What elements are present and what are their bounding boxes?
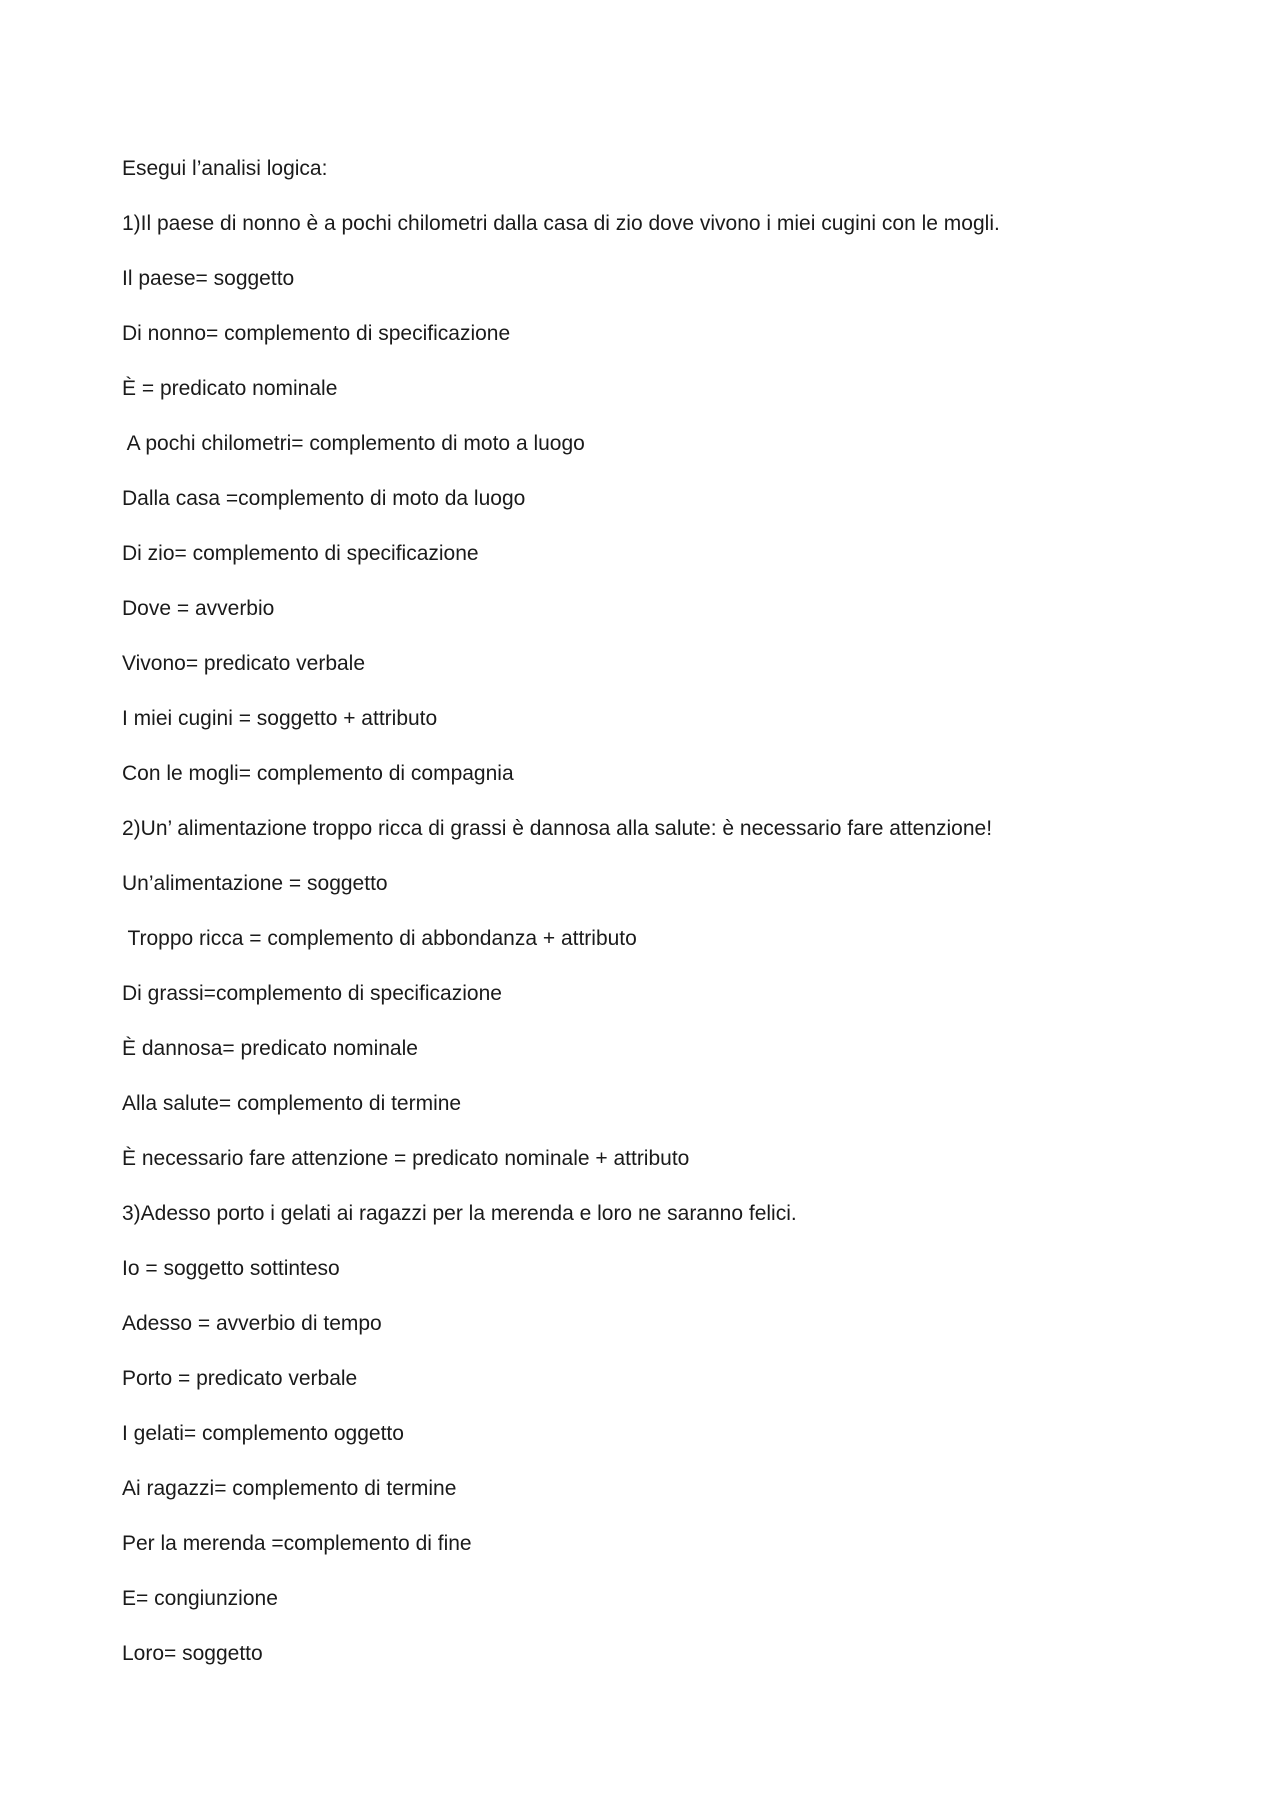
- analysis-line: Dalla casa =complemento di moto da luogo: [122, 487, 526, 510]
- analysis-line: Troppo ricca = complemento di abbondanza + attributo: [122, 927, 637, 950]
- analysis-line: Io = soggetto sottinteso: [122, 1257, 340, 1280]
- analysis-line: Il paese= soggetto: [122, 267, 295, 290]
- analysis-line: Per la merenda =complemento di fine: [122, 1532, 472, 1555]
- analysis-line: Di nonno= complemento di specificazione: [122, 322, 511, 345]
- analysis-line: Porto = predicato verbale: [122, 1367, 358, 1390]
- exercise-instruction: Esegui l’analisi logica:: [122, 157, 328, 180]
- sentence-2: 2)Un’ alimentazione troppo ricca di grassi è dannosa alla salute: è necessario fare attenzione!: [122, 817, 993, 840]
- analysis-line: Di zio= complemento di specificazione: [122, 542, 479, 565]
- sentence-1: 1)Il paese di nonno è a pochi chilometri dalla casa di zio dove vivono i miei cugini con le mogli.: [122, 212, 1000, 235]
- analysis-line: Loro= soggetto: [122, 1642, 263, 1665]
- analysis-line: Vivono= predicato verbale: [122, 652, 366, 675]
- analysis-line: I miei cugini = soggetto + attributo: [122, 707, 438, 730]
- analysis-line: A pochi chilometri= complemento di moto a luogo: [122, 432, 585, 455]
- analysis-line: È dannosa= predicato nominale: [122, 1037, 418, 1060]
- analysis-line: Di grassi=complemento di specificazione: [122, 982, 502, 1005]
- analysis-line: Ai ragazzi= complemento di termine: [122, 1477, 457, 1500]
- sentence-3: 3)Adesso porto i gelati ai ragazzi per la merenda e loro ne saranno felici.: [122, 1202, 797, 1225]
- analysis-line: È = predicato nominale: [122, 377, 338, 400]
- analysis-line: Con le mogli= complemento di compagnia: [122, 762, 514, 785]
- analysis-line: Alla salute= complemento di termine: [122, 1092, 462, 1115]
- analysis-line: Adesso = avverbio di tempo: [122, 1312, 382, 1335]
- analysis-line: È necessario fare attenzione = predicato nominale + attributo: [122, 1147, 690, 1170]
- document-body: [122, 152, 1162, 1692]
- analysis-line: I gelati= complemento oggetto: [122, 1422, 404, 1445]
- analysis-line: Un’alimentazione = soggetto: [122, 872, 388, 895]
- analysis-line: Dove = avverbio: [122, 597, 275, 620]
- analysis-line: E= congiunzione: [122, 1587, 278, 1610]
